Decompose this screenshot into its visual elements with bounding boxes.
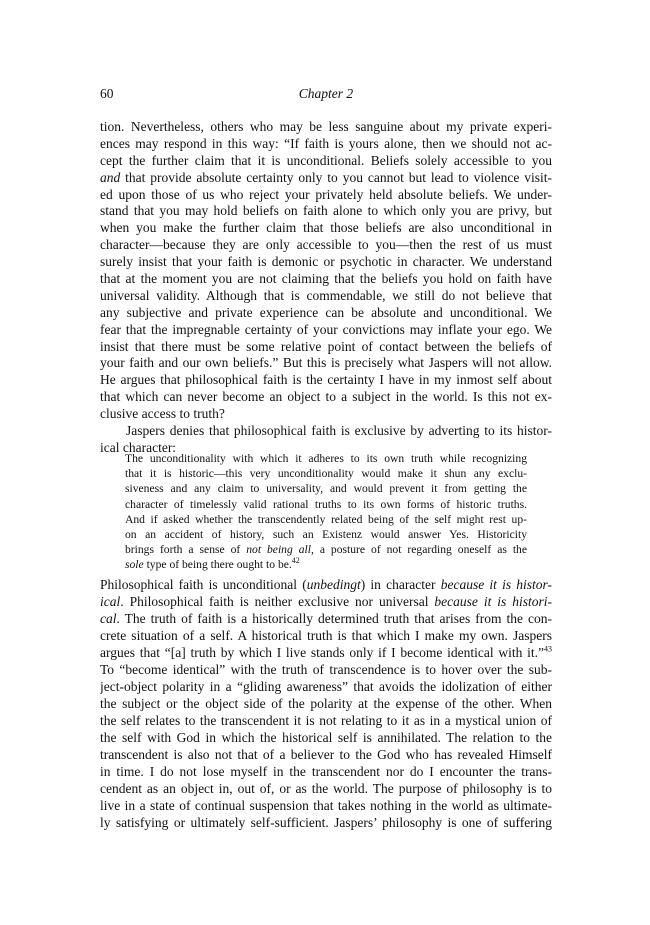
page-number: 60: [100, 86, 114, 101]
paragraph-3: [100, 576, 552, 831]
emphasis-text: because it is histor-: [440, 577, 552, 592]
quote-line: [125, 557, 527, 572]
text-line: cept the further claim that it is unconditional. Beliefs solely accessible to you: [100, 152, 552, 168]
text-line: insist that there must be some relative point of contact between the beliefs of: [100, 338, 552, 354]
emphasis-text: ical: [100, 594, 121, 609]
quote-line: [125, 542, 527, 557]
text-line: fear that the impregnable certainty of your convictions may inflate your ego. We: [100, 321, 552, 337]
footnote-ref[interactable]: 43: [544, 644, 552, 654]
text-line: [100, 644, 552, 661]
text-line: the subject or the object side of the polarity at the expense of the other. When: [100, 696, 552, 711]
text-line: He argues that philosophical faith is the certainty I have in my inmost self about: [100, 372, 552, 388]
text-line: Jaspers denies that philosophical faith is exclusive by adverting to its histor-: [126, 423, 552, 439]
text-line: cendent as an object in, out of, or as the world. The purpose of philosophy is to: [100, 781, 552, 796]
chapter-title: Chapter 2: [298, 86, 354, 101]
footnote-ref[interactable]: 42: [291, 556, 300, 566]
text-line: surely insist that your faith is demonic or psychotic in character. We understand: [100, 254, 552, 270]
text-line: transcendent is also not that of a believer to the God who has revealed Himself: [100, 747, 552, 762]
quote-line: character of timelessly valid rational truths to its own forms of historic truths.: [125, 497, 527, 511]
text-line: any subjective and private experience can be absolute and unconditional. We: [100, 304, 552, 320]
block-quote: [125, 451, 527, 573]
text-run: that provide absolute certainty only to you cannot but lead to violence visit-: [120, 169, 552, 185]
quote-line: that it is historic—this very unconditionality would make it shun any exclu-: [125, 467, 527, 481]
text-line: [100, 593, 552, 610]
text-run: Philosophical faith is unconditional (: [100, 577, 307, 592]
text-line: [100, 610, 552, 627]
text-run: , a posture of not regarding oneself as the: [310, 543, 527, 557]
quote-line: siveness and any claim to universality, and would prevent it from getting the: [125, 482, 527, 496]
text-line: To “become identical” with the truth of transcendence is to hover over the sub-: [100, 662, 552, 677]
running-header: [100, 86, 552, 104]
text-line: your faith and our own beliefs.” But this is precisely what Jaspers will not allow.: [100, 355, 552, 371]
text-line: character—because they are only accessible to you—then the rest of us must: [100, 237, 552, 253]
text-line: that at the moment you are not claiming that the beliefs you hold on faith have: [100, 271, 552, 287]
text-line: [100, 170, 552, 187]
emphasis-text: not being all: [246, 543, 311, 557]
text-line: ly satisfying or ultimately self-sufficient. Jaspers’ philosophy is one of suffering: [100, 815, 552, 830]
text-run: ) in character: [360, 577, 441, 592]
text-run: type of being there ought to be.: [143, 558, 292, 572]
text-run: . Philosophical faith is neither exclusive nor universal: [120, 594, 435, 609]
emphasis-text: cal: [100, 611, 117, 626]
quote-line: on an accident of history, such an Existenz would answer Yes. Historicity: [125, 527, 527, 541]
text-line: clusive access to truth?: [100, 406, 225, 422]
text-line: ences may respond in this way: “If faith is yours alone, then we should not ac-: [100, 135, 552, 151]
text-line: in time. I do not lose myself in the transcendent nor do I encounter the trans-: [100, 764, 552, 779]
emphasis-text: because it is histori-: [434, 594, 552, 609]
text-line: ical character:: [100, 439, 177, 455]
text-line: ed upon those of us who reject your privately held absolute beliefs. We under-: [100, 186, 552, 202]
emphasis-text: unbedingt: [306, 577, 361, 592]
emphasis-text: and: [100, 169, 121, 185]
quote-line: The unconditionality with which it adheres to its own truth while recognizing: [125, 452, 527, 465]
paragraph-1: [100, 119, 552, 423]
text-line: the self with God in which the historical self is annihilated. The relation to the: [100, 730, 552, 745]
text-run: argues that “[a] truth by which I live stands only if I become identical with it.”: [100, 645, 544, 660]
text-line: crete situation of a self. A historical truth is that which I make my own. Jaspers: [100, 628, 552, 643]
text-run: brings forth a sense of: [125, 543, 247, 557]
text-line: that which can never become an object to a subject in the world. Is this not ex-: [100, 389, 552, 405]
text-line: stand that you may hold beliefs on faith alone to which only you are privy, but: [100, 203, 552, 219]
quote-line: And if asked whether the transcendently related being of the self might rest up-: [125, 512, 527, 526]
text-line: [100, 576, 552, 593]
text-line: live in a state of continual suspension that takes nothing in the world as ultimate-: [100, 798, 552, 813]
text-line: the self relates to the transcendent it is not relating to it as in a mystical union of: [100, 713, 552, 728]
text-line: universal validity. Although that is commendable, we still do not believe that: [100, 287, 552, 303]
text-line: when you make the further claim that those beliefs are also unconditional in: [100, 220, 552, 236]
text-run: . The truth of faith is a historically determined truth that arises from the con-: [116, 611, 552, 626]
emphasis-text: sole: [125, 558, 144, 572]
text-line: tion. Nevertheless, others who may be less sanguine about my private experi-: [100, 119, 552, 134]
body-text: [100, 119, 552, 457]
text-line: ject-object polarity in a “gliding awareness” that avoids the idolization of either: [100, 679, 552, 694]
